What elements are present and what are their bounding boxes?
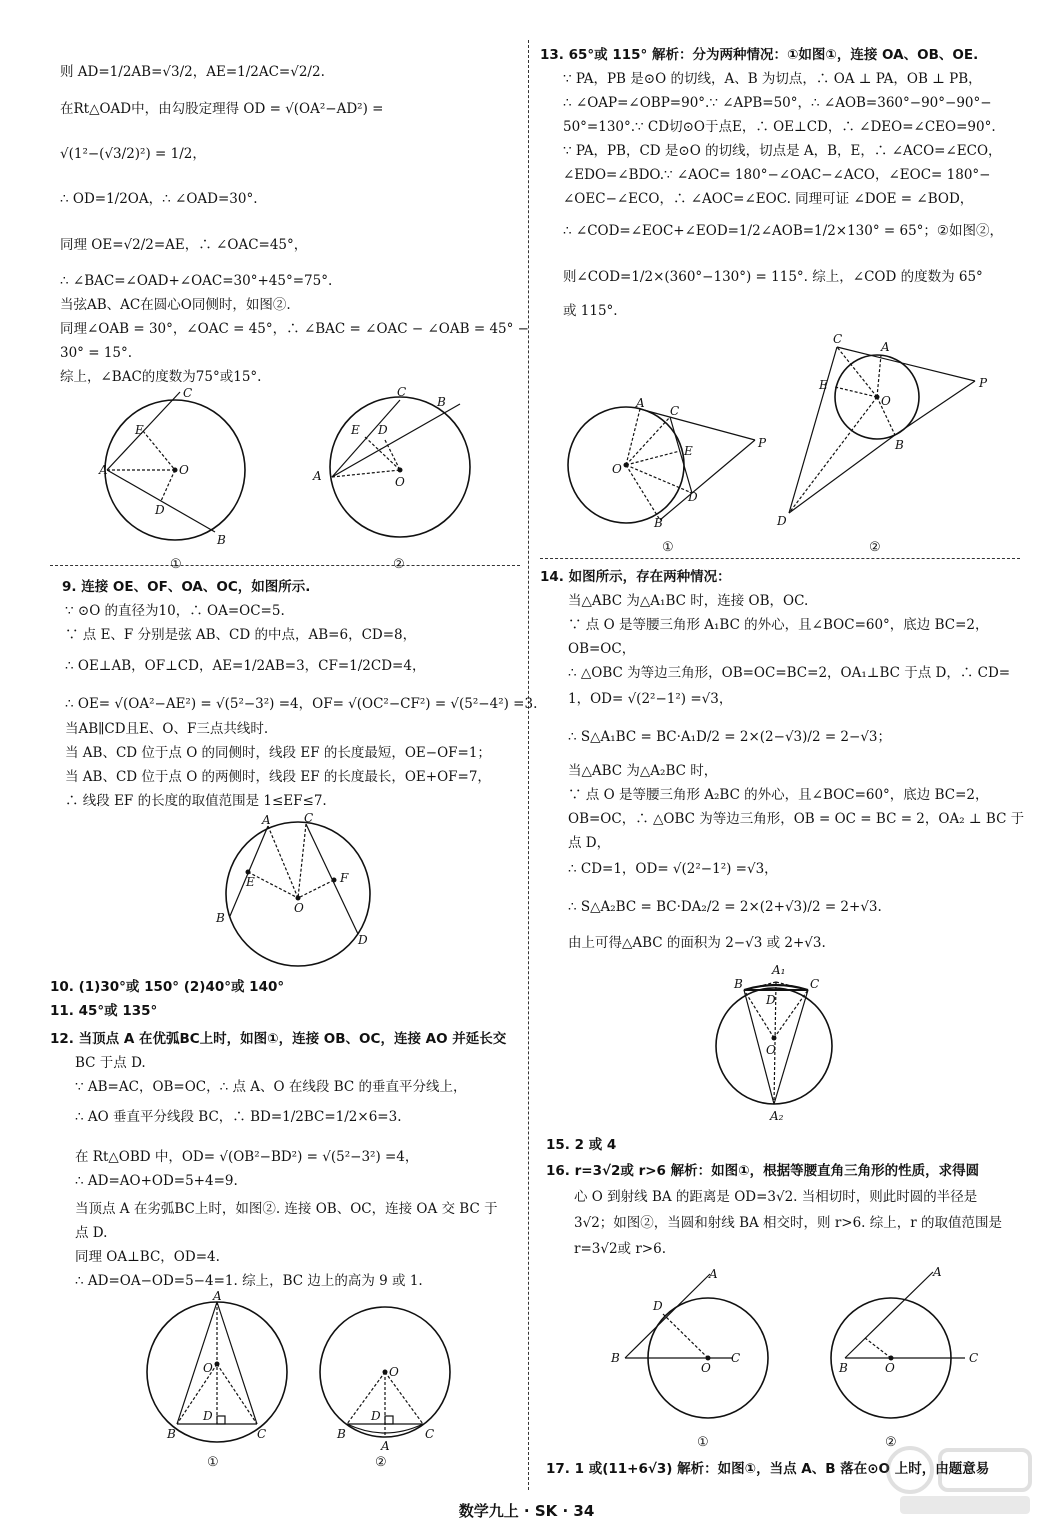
svg-text:C: C [810, 977, 820, 991]
text-line: 则 AD=1/2AB=√3/2，AE=1/2AC=√2/2. [60, 64, 325, 80]
text-line: ∴ OD=1/2OA，∴ ∠OAD=30°. [60, 191, 258, 207]
svg-text:A₂: A₂ [770, 1109, 784, 1123]
svg-text:D: D [688, 490, 698, 504]
q16-line: r=3√2或 r>6. [574, 1241, 666, 1257]
q10-answer: 10. (1)30°或 150° (2)40°或 140° [50, 979, 285, 995]
svg-text:C: C [670, 404, 680, 418]
svg-text:C: C [257, 1427, 267, 1441]
svg-text:B: B [895, 438, 904, 452]
q14-line: OB=OC，∴ △OBC 为等边三角形，OB = OC = BC = 2，OA₂ ⊥ BC 于 [568, 811, 1025, 827]
figure-label: ① [207, 1455, 219, 1470]
figure-q14 [710, 960, 850, 1130]
q14-line: ∴ △OBC 为等边三角形，OB=OC=BC=2，OA₁⊥BC 于点 D，∴ CD= [568, 665, 1011, 681]
q9-line: ∴ 线段 EF 的长度的取值范围是 1≤EF≤7. [65, 793, 327, 809]
q13-line: 则∠COD=1/2×(360°−130°) = 115°. 综上，∠COD 的度数为 65° [563, 269, 983, 285]
figure-q16 [605, 1262, 1005, 1462]
q14-line: 当△ABC 为△A₁BC 时，连接 OB，OC. [568, 593, 809, 609]
svg-text:O: O [885, 1361, 895, 1375]
q14-line: ∴ S△A₂BC = BC·DA₂/2 = 2×(2+√3)/2 = 2+√3. [568, 899, 882, 915]
svg-text:O: O [395, 475, 405, 489]
svg-text:E: E [135, 423, 144, 437]
svg-text:C: C [969, 1351, 979, 1365]
svg-text:E: E [351, 423, 360, 437]
svg-text:D: D [378, 423, 388, 437]
q16-line: 3√2；如图②，当圆和射线 BA 相交时，则 r>6. 综上，r 的取值范围是 [574, 1215, 1003, 1231]
q13-line: ∴ ∠COD=∠EOC+∠EOD=1/2∠AOB=1/2×130° = 65°；②如图②， [563, 223, 1004, 239]
svg-text:A: A [99, 463, 108, 477]
q14-line: ∴ CD=1，OD= √(2²−1²) =√3， [568, 861, 778, 877]
q12-line: 在 Rt△OBD 中，OD= √(OB²−BD²) = √(5²−3²) =4， [75, 1149, 419, 1165]
q14-line: 当△ABC 为△A₂BC 时， [568, 763, 718, 779]
q14-line: 14. 如图所示，存在两种情况： [540, 569, 731, 585]
svg-text:B: B [216, 911, 225, 925]
figure-q9 [210, 812, 390, 972]
svg-text:A₁: A₁ [772, 963, 786, 977]
svg-text:E: E [819, 378, 828, 392]
svg-text:D: D [371, 1409, 381, 1423]
text-line: 当弦AB、AC在圆心O同侧时，如图②. [60, 297, 291, 313]
figure-label: ① [697, 1435, 709, 1450]
text-line: 同理 OE=√2/2=AE，∴ ∠OAC=45°， [60, 237, 308, 253]
q12-line: ∴ AD=AO+OD=5+4=9. [75, 1173, 238, 1189]
q13-line: 或 115°. [563, 303, 618, 319]
figure-label: ② [885, 1435, 897, 1450]
svg-text:D: D [358, 933, 368, 947]
svg-text:P: P [758, 436, 767, 450]
q14-line: ∵ 点 O 是等腰三角形 A₁BC 的外心，且∠BOC=60°，底边 BC=2， [568, 617, 989, 633]
text-line: 同理∠OAB = 30°，∠OAC = 45°，∴ ∠BAC = ∠OAC − ∠OAB = 45° − [60, 321, 529, 337]
q13-line: 13. 65°或 115° 解析：分为两种情况：①如图①，连接 OA、OB、OE. [540, 47, 979, 63]
q13-line: 50°=130°.∵ CD切⊙O于点E，∴ OE⊥CD，∴ ∠DEO=∠CEO=90°. [563, 119, 996, 135]
svg-text:C: C [304, 812, 314, 825]
figure-label: ② [869, 540, 881, 555]
figure-label: ② [375, 1455, 387, 1470]
svg-text:A: A [636, 396, 645, 410]
svg-text:C: C [833, 332, 843, 346]
figure-label: ① [662, 540, 674, 555]
q17-line: 17. 1 或(11+6√3) 解析：如图①，当点 A、B 落在⊙O 上时，由题意易 [546, 1461, 990, 1477]
q9-line: 当 AB、CD 位于点 O 的同侧时，线段 EF 的长度最短，OE−OF=1； [65, 745, 491, 761]
svg-text:D: D [155, 503, 165, 517]
q12-line: ∴ AO 垂直平分线段 BC，∴ BD=1/2BC=1/2×6=3. [75, 1109, 402, 1125]
q12-line: 12. 当顶点 A 在优弧BC上时，如图①，连接 OB、OC，连接 AO 并延长交 [50, 1031, 507, 1047]
svg-text:F: F [340, 871, 349, 885]
svg-text:B: B [167, 1427, 176, 1441]
svg-text:D: D [653, 1299, 663, 1313]
svg-text:O: O [612, 462, 622, 476]
svg-text:A: A [313, 469, 322, 483]
svg-text:C: C [425, 1427, 435, 1441]
svg-text:O: O [389, 1365, 399, 1379]
svg-text:O: O [881, 394, 891, 408]
q14-line: 点 D， [568, 835, 611, 851]
q16-line: 16. r=3√2或 r>6 解析：如图①，根据等腰直角三角形的性质，求得圆 [546, 1163, 980, 1179]
q9-line: 当AB∥CD且E、O、F三点共线时. [65, 721, 269, 737]
text-line: √(1²−(√3/2)²) = 1/2， [60, 146, 206, 162]
q12-line: 当顶点 A 在劣弧BC上时，如图②. 连接 OB、OC，连接 OA 交 BC 于 [75, 1201, 498, 1217]
watermark-logo [880, 1440, 1040, 1520]
svg-text:O: O [766, 1043, 776, 1057]
svg-text:B: B [337, 1427, 346, 1441]
svg-text:A: A [262, 813, 271, 827]
q11-answer: 11. 45°或 135° [50, 1003, 158, 1019]
q16-line: 心 O 到射线 BA 的距离是 OD=3√2. 当相切时，则此时圆的半径是 [574, 1189, 978, 1205]
svg-text:D: D [777, 514, 787, 528]
q9-line: ∵ ⊙O 的直径为10，∴ OA=OC=5. [65, 603, 285, 619]
svg-text:B: B [611, 1351, 620, 1365]
q13-line: ∵ PA，PB，CD 是⊙O 的切线，切点是 A，B，E，∴ ∠ACO=∠ECO， [563, 143, 1002, 159]
page-footer: 数学九上 · SK · 34 [458, 1502, 595, 1520]
q13-line: ∠OEC−∠ECO，∴ ∠AOC=∠EOC. 同理可证 ∠DOE = ∠BOD， [563, 191, 974, 207]
q14-line: 由上可得△ABC 的面积为 2−√3 或 2+√3. [568, 935, 826, 951]
q12-line: BC 于点 D. [75, 1055, 146, 1071]
q13-line: ∵ PA，PB 是⊙O 的切线，A、B 为切点，∴ OA ⊥ PA，OB ⊥ PB， [563, 71, 982, 87]
svg-text:C: C [183, 386, 193, 400]
figure-q8 [95, 382, 495, 572]
q14-line: OB=OC， [568, 641, 636, 657]
q14-line: 1，OD= √(2²−1²) =√3， [568, 691, 733, 707]
q9-line: ∴ OE⊥AB，OF⊥CD，AE=1/2AB=3，CF=1/2CD=4， [65, 658, 426, 674]
q12-line: ∴ AD=OA−OD=5−4=1. 综上，BC 边上的高为 9 或 1. [75, 1273, 423, 1289]
q9-line: ∴ OE= √(OA²−AE²) = √(5²−3²) =4，OF= √(OC²−CF²) = √(5²−4²) =3. [65, 696, 538, 712]
svg-text:O: O [203, 1361, 213, 1375]
text-line: 在Rt△OAD中，由勾股定理得 OD = √(OA²−AD²) = [60, 101, 384, 117]
svg-text:B: B [217, 533, 226, 547]
q13-line: ∠EDO=∠BDO.∵ ∠AOC= 180°−∠OAC−∠ACO，∠EOC= 180°− [563, 167, 991, 183]
q9-line: 当 AB、CD 位于点 O 的两侧时，线段 EF 的长度最长，OE+OF=7， [65, 769, 491, 785]
q9-line: 9. 连接 OE、OF、OA、OC，如图所示. [62, 579, 311, 595]
figure-label: ① [170, 557, 182, 572]
figure-label: ② [393, 557, 405, 572]
figure-q13 [560, 325, 1020, 555]
svg-text:C: C [397, 385, 407, 399]
q13-line: ∴ ∠OAP=∠OBP=90°.∵ ∠APB=50°，∴ ∠AOB=360°−90°−90°− [563, 95, 992, 111]
svg-text:O: O [294, 901, 304, 915]
text-line: 综上，∠BAC的度数为75°或15°. [60, 369, 262, 385]
svg-text:D: D [766, 993, 776, 1007]
q14-line: ∵ 点 O 是等腰三角形 A₂BC 的外心，且∠BOC=60°，底边 BC=2， [568, 787, 989, 803]
svg-text:A: A [213, 1290, 222, 1303]
svg-text:O: O [179, 463, 189, 477]
svg-text:C: C [731, 1351, 741, 1365]
svg-text:A: A [381, 1439, 390, 1453]
q12-line: ∵ AB=AC，OB=OC，∴ 点 A、O 在线段 BC 的垂直平分线上， [75, 1079, 467, 1095]
q12-line: 同理 OA⊥BC，OD=4. [75, 1249, 220, 1265]
text-line: 30° = 15°. [60, 345, 133, 361]
svg-text:A: A [709, 1267, 718, 1281]
q15-answer: 15. 2 或 4 [546, 1137, 617, 1153]
svg-text:B: B [437, 395, 446, 409]
svg-text:A: A [881, 340, 890, 354]
svg-text:E: E [246, 875, 255, 889]
q12-line: 点 D. [75, 1225, 108, 1241]
svg-text:O: O [701, 1361, 711, 1375]
q14-line: ∴ S△A₁BC = BC·A₁D/2 = 2×(2−√3)/2 = 2−√3； [568, 729, 892, 745]
svg-text:P: P [979, 376, 988, 390]
svg-text:D: D [203, 1409, 213, 1423]
right-section-divider [540, 558, 1020, 559]
svg-text:E: E [684, 444, 693, 458]
svg-text:B: B [734, 977, 743, 991]
svg-text:A: A [933, 1265, 942, 1279]
figure-q12 [145, 1290, 465, 1480]
svg-text:B: B [654, 516, 663, 530]
q9-line: ∵ 点 E、F 分别是弦 AB、CD 的中点，AB=6，CD=8， [65, 627, 417, 643]
text-line: ∴ ∠BAC=∠OAD+∠OAC=30°+45°=75°. [60, 273, 333, 289]
column-divider [528, 40, 529, 1490]
svg-text:B: B [839, 1361, 848, 1375]
